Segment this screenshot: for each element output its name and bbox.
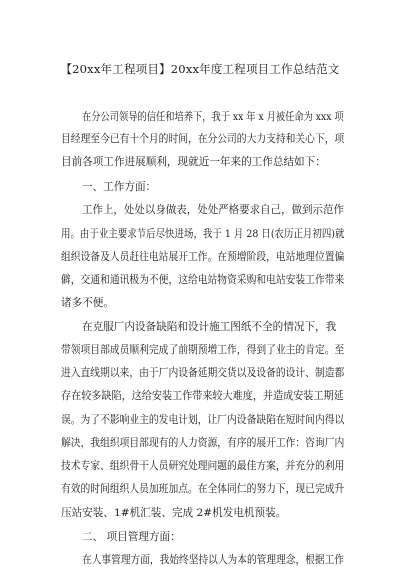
- paragraph-line: 在克服厂内设备缺陷和设计施工图纸不全的情况下，我: [82, 321, 337, 333]
- paragraph-line: 工作上，处处以身做表，处处严格要求自己，做到示范作: [82, 204, 344, 216]
- paragraph-line: 压站安装、1#机汇装、完成 2#机发电机预装。: [61, 507, 287, 519]
- paragraph-line: 存在较多缺陷，这给安装工作带来较大难度，并造成安装工期延: [61, 390, 344, 402]
- paragraph-line: 用。由于业主要求节后尽快进场，我于 1 月 28 日(农历正月初四)就: [61, 228, 345, 240]
- paragraph-line: 带领项目部成员顺利完成了前期预增工作，得到了业主的肯定。至: [61, 344, 345, 356]
- paragraph-line: 诸多不便。: [61, 297, 114, 309]
- paragraph-line: 在人事管理方面，我始终坚持以人为本的管理理念，根据工作: [82, 554, 345, 566]
- paragraph-line: 僻，交通和通讯极为不便，这给电站物资采购和电站安装工作带来: [61, 274, 345, 286]
- paragraph-line: 解决，我组织项目部现有的人力资源，有序的展开工作：咨询厂内: [61, 437, 345, 449]
- paragraph-line: 技术专家、组织骨干人员研究处理问题的最佳方案，并充分的利用: [61, 460, 345, 472]
- paragraph-line: 二、 项目管理方面：: [82, 531, 181, 543]
- paragraph-line: 目前各项工作进展顺利，现就近一年来的工作总结如下：: [61, 156, 326, 168]
- paragraph-line: 误。为了不影响业主的发电计划，让厂内设备缺陷在短时间内得以: [61, 414, 345, 426]
- paragraph-line: 一、工作方面：: [82, 181, 157, 193]
- paragraph-line: 目经理至今已有十个月的时间，在分公司的大力支持和关心下，项: [61, 133, 345, 145]
- paragraph-line: 进入直线期以来，由于厂内设备延期交货以及设备的设计、制造都: [61, 367, 345, 379]
- paragraph-line: 组织设备及人员赶往电站展开工作。在预增阶段，电站地理位置偏: [61, 251, 345, 263]
- paragraph-line: 有效的时间组织人员加班加点。在全体同仁的努力下，现已完成升: [61, 483, 345, 495]
- paragraph-line: 在分公司领导的信任和培养下，我于 xx 年 x 月被任命为 xxx 项: [82, 111, 344, 123]
- document-title: 【20xx年工程项目】20xx年度工程项目工作总结范文: [60, 62, 340, 76]
